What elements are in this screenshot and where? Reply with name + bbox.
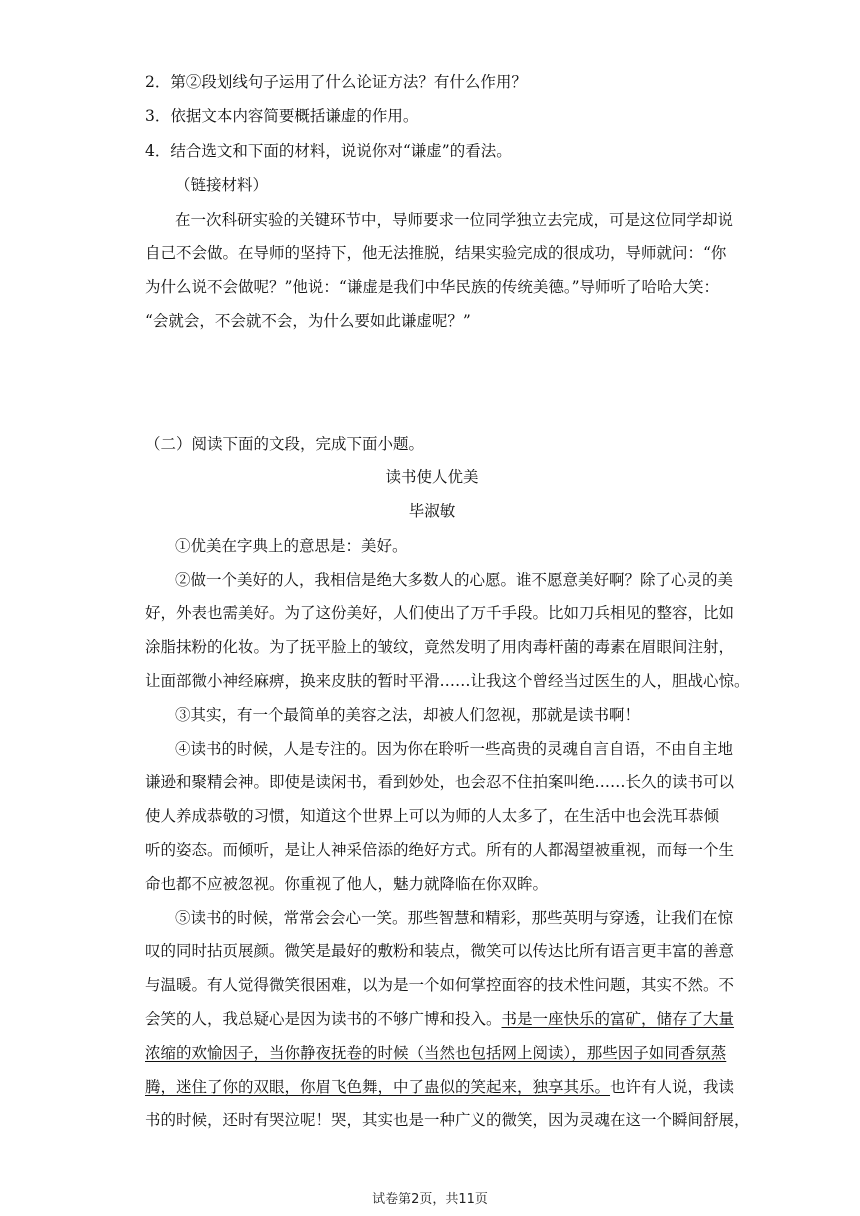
section-heading: （二）阅读下面的文段，完成下面小题。 — [145, 435, 425, 453]
paragraph-4-line: 听的姿态。而倾听，是让人神采倍添的绝好方式。所有的人都渴望被重视，而每一个生 — [145, 841, 735, 859]
paragraph-2-line: 让面部微小神经麻痹，换来皮肤的暂时平滑……让我这个曾经当过医生的人，胆战心惊。 — [145, 672, 750, 690]
question-3: 3．依据文本内容简要概括谦虚的作用。 — [145, 107, 419, 125]
link-material-line: 在一次科研实验的关键环节中，导师要求一位同学独立去完成，可是这位同学却说 — [175, 211, 734, 229]
paragraph-3: ③其实，有一个最简单的美容之法，却被人们忽视，那就是读书啊！ — [175, 706, 641, 724]
paragraph-5-line: 叹的同时拈页展颜。微笑是最好的敷粉和装点，微笑可以传达比所有语言更丰富的善意 — [145, 942, 735, 960]
link-material-label: （链接材料） — [175, 176, 269, 194]
underlined-sentence: 腾，迷住了你的双眼，你眉飞色舞，中了蛊似的笑起来，独享其乐。 — [145, 1078, 611, 1096]
underlined-sentence: 书是一座快乐的富矿，储存了大量 — [501, 1010, 735, 1028]
page-footer: 试卷第2页，共11页 — [372, 1192, 488, 1207]
paragraph-4-line: 命也都不应被忽视。你重视了他人，魅力就降临在你双眸。 — [145, 875, 549, 893]
link-material-line: “会就会，不会就不会，为什么要如此谦虚呢？” — [145, 312, 471, 330]
article-author: 毕淑敏 — [408, 502, 456, 520]
paragraph-2-line: ②做一个美好的人，我相信是绝大多数人的心愿。谁不愿意美好啊？除了心灵的美 — [175, 571, 734, 589]
paragraph-4-line: 使人养成恭敬的习惯，知道这个世界上可以为师的人太多了，在生活中也会洗耳恭倾 — [145, 807, 719, 825]
paragraph-4-line: 谦逊和聚精会神。即使是读闲书，看到妙处，也会忍不住拍案叫绝……长久的读书可以 — [145, 773, 735, 791]
underlined-sentence: 浓缩的欢愉因子，当你静夜抚卷的时候（当然也包括网上阅读），那些因子如同香氛蒸 — [145, 1044, 727, 1062]
paragraph-2-line: 涂脂抹粉的化妆。为了抚平脸上的皱纹，竟然发明了用肉毒杆菌的毒素在眉眼间注射， — [145, 638, 735, 656]
plain-text: 会笑的人，我总疑心是因为读书的不够广博和投入。 — [145, 1010, 502, 1028]
paragraph-5-line — [145, 1009, 735, 1029]
paragraph-4-line: ④读书的时候，人是专注的。因为你在聆听一些高贵的灵魂自言自语，不由自主地 — [175, 740, 734, 758]
paragraph-5-line: 与温暖。有人觉得微笑很困难，以为是一个如何掌控面容的技术性问题，其实不然。不 — [145, 976, 735, 994]
link-material-line: 自己不会做。在导师的坚持下，他无法推脱，结果实验完成的很成功，导师就问：“你 — [145, 244, 727, 262]
paragraph-5-line: ⑤读书的时候，常常会会心一笑。那些智慧和精彩，那些英明与穿透，让我们在惊 — [175, 909, 734, 927]
paragraph-5-line — [145, 1077, 735, 1097]
paragraph-2-line: 好，外表也需美好。为了这份美好，人们使出了万千手段。比如刀兵相见的整容，比如 — [145, 604, 735, 622]
plain-text: 也许有人说，我读 — [610, 1078, 735, 1096]
paragraph-5-line: 书的时候，还时有哭泣呢！哭，其实也是一种广义的微笑，因为灵魂在这一个瞬间舒展， — [145, 1111, 750, 1129]
paragraph-1: ①优美在字典上的意思是：美好。 — [175, 537, 408, 555]
question-2: 2．第②段划线句子运用了什么论证方法？有什么作用？ — [145, 73, 527, 91]
link-material-line: 为什么说不会做呢？”他说：“谦虚是我们中华民族的传统美德。”导师听了哈哈大笑： — [145, 278, 720, 296]
article-title: 读书使人优美 — [385, 468, 479, 486]
question-4: 4．结合选文和下面的材料，说说你对“谦虚”的看法。 — [145, 142, 512, 160]
